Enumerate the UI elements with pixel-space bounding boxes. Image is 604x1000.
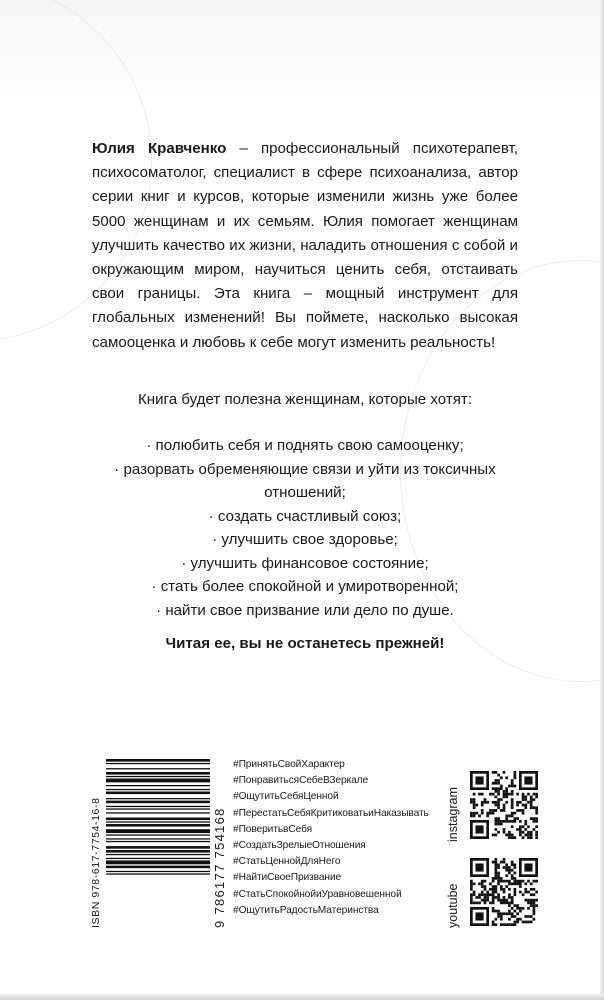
hashtag: #СоздатьЗрелыеОтношения — [233, 840, 366, 852]
youtube-label: youtube — [446, 883, 460, 928]
bullets-intro: Книга будет полезна женщинам, которые хотят: — [137, 391, 473, 408]
hashtag: #НайтиСвоеПризвание — [233, 872, 342, 884]
hashtag: #ОщутитьСебяЦенной — [233, 791, 339, 803]
hashtag: #ПринятьСвойХарактер — [233, 759, 345, 770]
list-item: · стать более спокойной и умиротворенной; — [151, 578, 459, 595]
list-item: · полюбить себя и поднять свою самооценку; — [146, 437, 464, 454]
list-item: · создать счастливый союз; — [208, 507, 402, 525]
bio-text: – профессиональный психотерапевт, психосоматолог, специалист в сфере психоанализа, автор серии книг и курсов, которые изменили жизнь уже более 5000 женщинам и их семьям. Юлия помогает женщинам улучшить качество их жизни, наладить отношения с собой и окружающим миром, научиться ценить себя, отстаивать свои границы. Эта книга – мощный инструмент для глобальных изменений! Вы поймете, насколько высокая самооценка и любовь к себе могут изменить реальность! — [92, 140, 518, 351]
hashtag: #ОщутитьРадостьМатеринства — [233, 904, 379, 916]
hashtag: #СтатьСпокойнойиУравновешенной — [233, 888, 402, 900]
list-item: · разорвать обременяющие связи и уйти из токсичных отношений; — [114, 460, 496, 501]
hashtag: #СтатьЦеннойДляНего — [233, 856, 341, 868]
instagram-qr-code[interactable] — [470, 771, 538, 839]
benefits-list — [92, 434, 518, 622]
hashtag: #ПоверитьвСебя — [233, 823, 312, 835]
list-item: · улучшить свое здоровье; — [212, 531, 398, 548]
hashtag-list — [233, 757, 443, 919]
list-item: · найти свое призвание или дело по душе. — [156, 601, 454, 619]
instagram-label: instagram — [446, 787, 460, 842]
ean-digits: 9 786177 754168 — [212, 807, 227, 928]
hashtag: #ПерестатьСебяКритиковатьиНаказывать — [233, 807, 429, 819]
author-name: Юлия Кравченко — [92, 140, 227, 157]
hashtag: #ПонравитьсяСебеВЗеркале — [233, 775, 369, 787]
page-edge — [600, 0, 604, 1000]
list-item: · улучшить финансовое состояние; — [181, 554, 429, 572]
youtube-qr-code[interactable] — [470, 858, 538, 926]
isbn-barcode — [88, 755, 228, 931]
closing-tagline: Читая ее, вы не останетесь прежней! — [165, 635, 445, 652]
author-bio — [92, 137, 518, 355]
isbn-number: ISBN 978-617-7754-16-8 — [90, 797, 102, 928]
page-edge — [0, 994, 604, 1000]
